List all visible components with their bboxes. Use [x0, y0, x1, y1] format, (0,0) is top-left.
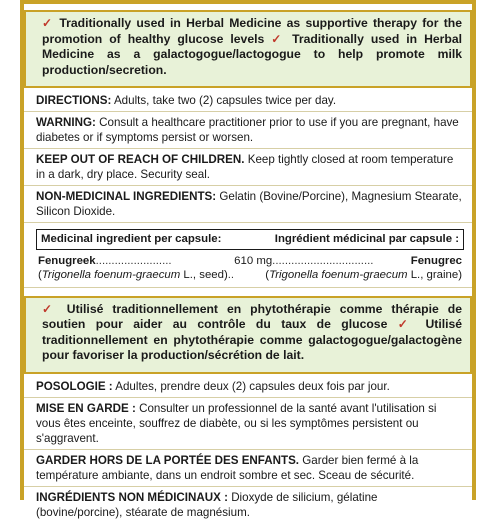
latin-fr — [265, 268, 462, 283]
latin-fr-open: ( — [265, 269, 270, 281]
dot-leader: ................................ — [272, 254, 374, 267]
ingredient-name-fr: Fenugrec — [410, 254, 463, 267]
keep-out-label: KEEP OUT OF REACH OF CHILDREN. — [36, 153, 245, 166]
latin-en-open: ( — [38, 269, 42, 281]
nmi-label: NON-MEDICINAL INGREDIENTS: — [36, 190, 217, 203]
warning-label: WARNING: — [36, 116, 96, 129]
latin-fr-name: Trigonella foenum-graecum — [269, 269, 408, 281]
en-directions — [24, 88, 472, 112]
fr-mise-en-garde — [24, 398, 472, 450]
latin-en-rest: L., seed) — [180, 269, 228, 281]
check-icon: ✓ — [397, 317, 416, 331]
ingredient-row — [36, 254, 464, 269]
header-left: Medicinal ingredient per capsule: — [41, 233, 222, 245]
header-right: Ingrédient médicinal par capsule : — [274, 233, 459, 245]
en-non-medicinal — [24, 186, 472, 223]
en-warning — [24, 112, 472, 149]
en-keep-out — [24, 149, 472, 186]
dot-leader: .. — [227, 269, 235, 281]
mise-en-garde-text: Consulter un professionnel de la santé avant l'utilisation si vous êtes enceinte, souffrez de diabète, ou si les symptômes persistent ou s'aggravent. — [36, 401, 437, 445]
ingredient-amount: 610 mg — [234, 254, 273, 267]
non-medicinaux-text: Dioxyde de silicium, gélatine (bovine/porcine), stéarate de magnésium. — [36, 490, 378, 519]
fr-claim-1: Utilisé traditionnellement en phytothérapie comme thérapie de soutien pour aider au contrôle du taux de glucose — [42, 301, 462, 331]
spacer — [24, 288, 472, 296]
keep-out-text: Keep tightly closed at room temperature in a dark, dry place. Security seal. — [36, 153, 454, 181]
mise-en-garde-label: MISE EN GARDE : — [36, 401, 136, 415]
posologie-text: Adultes, prendre deux (2) capsules deux fois par jour. — [115, 379, 390, 393]
ingredient-name-en: Fenugreek — [38, 254, 96, 267]
fr-claim-2: Utilisé traditionnellement en phytothérapie comme galactogogue/galactogène pour favoriser la production/sécrétion de lait. — [42, 317, 463, 362]
latin-fr-rest: L., graine) — [407, 269, 462, 281]
check-icon: ✓ — [42, 301, 58, 316]
directions-text: Adults, take two (2) capsules twice per day. — [113, 94, 337, 107]
check-icon: ✓ — [271, 31, 286, 46]
en-claim-2: Traditionally used in Herbal Medicine as a galactogogue/lactogogue to help promote milk production/secretion. — [42, 31, 462, 77]
fr-non-medicinaux — [24, 487, 472, 523]
en-claims-band — [24, 10, 472, 88]
hors-portee-label: GARDER HORS DE LA PORTÉE DES ENFANTS. — [36, 453, 300, 467]
label-panel — [20, 0, 476, 519]
warning-text: Consult a healthcare practitioner prior to use if you are pregnant, have diabetes or if symptoms persist or worsen. — [36, 116, 459, 144]
posologie-label: POSOLOGIE : — [36, 379, 113, 393]
nmi-text: Gelatin (Bovine/Porcine), Magnesium Stearate, Silicon Dioxide. — [36, 190, 462, 218]
fr-claims-band — [24, 296, 472, 374]
ingredient-table-header — [36, 229, 464, 250]
en-claim-1: Traditionally used in Herbal Medicine as supportive therapy for the promotion of healthy glucose levels — [42, 16, 463, 46]
ingredient-table — [24, 223, 472, 288]
fr-hors-portee — [24, 450, 472, 487]
latin-en-name: Trigonella foenum-graecum — [41, 269, 181, 281]
ingredient-latin-row — [36, 268, 464, 283]
check-icon: ✓ — [42, 16, 55, 30]
dot-leader: ........................ — [95, 254, 172, 267]
latin-en — [38, 268, 228, 283]
directions-label: DIRECTIONS: — [36, 94, 112, 107]
non-medicinaux-label: INGRÉDIENTS NON MÉDICINAUX : — [36, 490, 228, 504]
fr-posologie — [24, 374, 472, 398]
hors-portee-text: Garder bien fermé à la température ambiante, dans un endroit sombre et sec. Sceau de sécurité. — [36, 453, 419, 482]
